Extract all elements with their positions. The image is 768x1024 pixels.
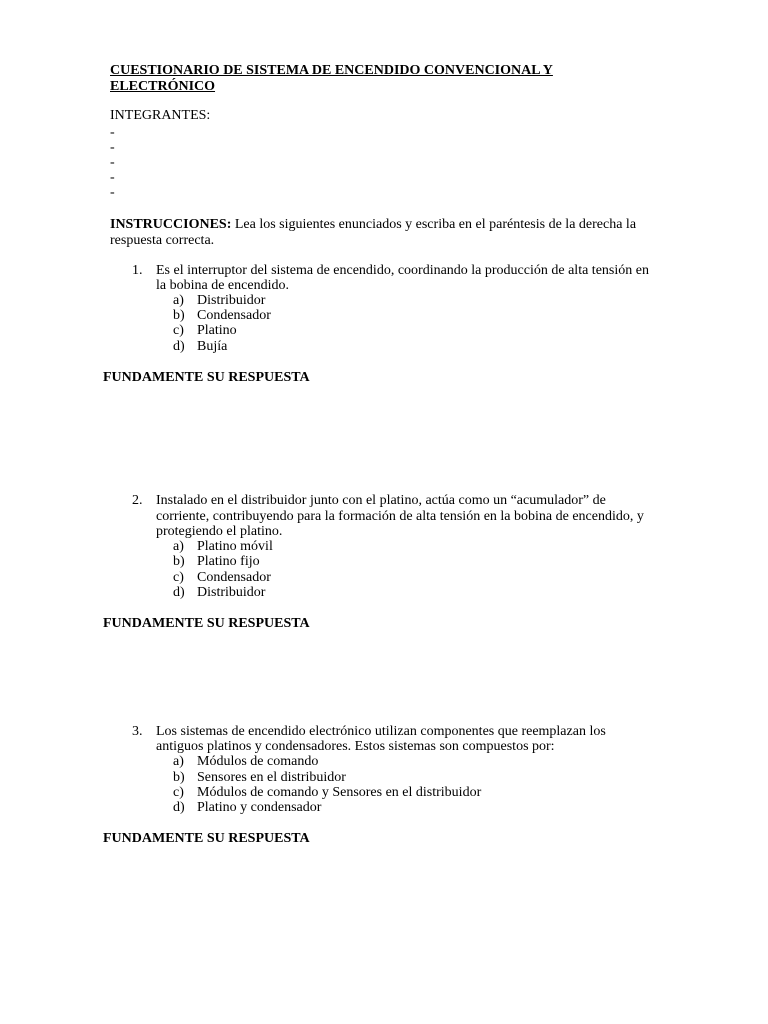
title-line-1: CUESTIONARIO DE SISTEMA DE ENCENDIDO CONVENCIONAL Y: [110, 63, 553, 78]
question-2-line-2: corriente, contribuyendo para la formación de alta tensión en la bobina de encendido, y: [156, 509, 644, 524]
integrantes-label: INTEGRANTES:: [110, 108, 211, 123]
option-text: Módulos de comando y Sensores en el distribuidor: [197, 785, 482, 800]
question-1-line-2: la bobina de encendido.: [156, 278, 289, 293]
option-text: Platino fijo: [197, 554, 260, 569]
option-letter: b): [173, 770, 185, 785]
question-number: 1.: [132, 263, 143, 278]
option-letter: a): [173, 539, 184, 554]
title-line-2: ELECTRÓNICO: [110, 78, 216, 94]
option-letter: b): [173, 308, 185, 323]
option-text: Platino: [197, 323, 237, 338]
option-letter: b): [173, 554, 185, 569]
option-letter: c): [173, 785, 184, 800]
option-text: Sensores en el distribuidor: [197, 770, 346, 785]
integrante-dash: -: [110, 140, 115, 155]
question-1-line-1: Es el interruptor del sistema de encendido, coordinando la producción de alta tensión en: [156, 263, 649, 278]
option-text: Módulos de comando: [197, 754, 319, 769]
option-text: Distribuidor: [197, 293, 266, 308]
option-text: Condensador: [197, 308, 271, 323]
document-title: [110, 63, 553, 94]
option-letter: a): [173, 754, 184, 769]
question-3-line-2: antiguos platinos y condensadores. Estos sistemas son compuestos por:: [156, 739, 555, 754]
option-text: Platino y condensador: [197, 800, 322, 815]
option-letter: a): [173, 293, 184, 308]
option-text: Condensador: [197, 570, 271, 585]
option-letter: c): [173, 323, 184, 338]
integrante-dash: -: [110, 185, 115, 200]
question-number: 3.: [132, 724, 143, 739]
option-text: Platino móvil: [197, 539, 273, 554]
option-letter: d): [173, 800, 185, 815]
fundamente-heading: FUNDAMENTE SU RESPUESTA: [103, 831, 310, 846]
option-letter: c): [173, 570, 184, 585]
question-number: 2.: [132, 493, 143, 508]
option-text: Bujía: [197, 339, 228, 354]
fundamente-heading: FUNDAMENTE SU RESPUESTA: [103, 370, 310, 385]
question-3-line-1: Los sistemas de encendido electrónico utilizan componentes que reemplazan los: [156, 724, 606, 739]
integrante-dash: -: [110, 125, 115, 140]
instructions-text-1: Lea los siguientes enunciados y escriba en el paréntesis de la derecha la: [231, 217, 637, 232]
fundamente-heading: FUNDAMENTE SU RESPUESTA: [103, 616, 310, 631]
integrante-dash: -: [110, 170, 115, 185]
question-2-line-1: Instalado en el distribuidor junto con el platino, actúa como un “acumulador” de: [156, 493, 606, 508]
instructions-text-2: respuesta correcta.: [110, 233, 215, 248]
instructions: [110, 217, 636, 249]
option-letter: d): [173, 339, 185, 354]
option-text: Distribuidor: [197, 585, 266, 600]
question-2-line-3: protegiendo el platino.: [156, 524, 283, 539]
instructions-label: INSTRUCCIONES:: [110, 217, 232, 232]
option-letter: d): [173, 585, 185, 600]
integrante-dash: -: [110, 155, 115, 170]
